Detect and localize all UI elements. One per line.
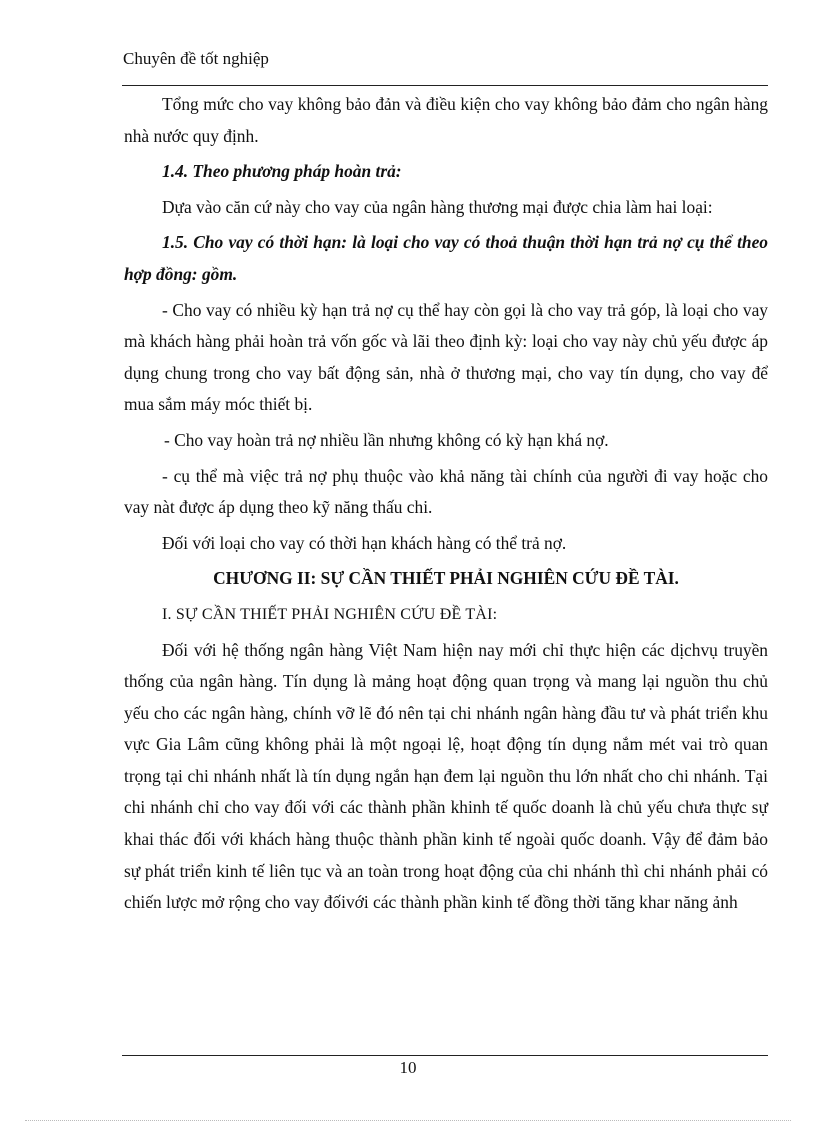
section-title: I. SỰ CẦN THIẾT PHẢI NGHIÊN CỨU ĐỀ TÀI:: [162, 605, 498, 623]
paragraph: - Cho vay hoàn trả nợ nhiều lần nhưng không có kỳ hạn khá nợ.: [164, 429, 609, 450]
section-heading-1-4: 1.4. Theo phương pháp hoàn trả:: [162, 161, 402, 182]
document-header: Chuyên đề tốt nghiệp: [123, 49, 269, 68]
paragraph: Dựa vào căn cứ này cho vay của ngân hàng thương mại được chia làm hai loại:: [162, 196, 713, 217]
paragraph: - Cho vay có nhiều kỳ hạn trả nợ cụ thể hay còn gọi là cho vay trả góp, là loại cho vay mà khách hàng phải hoàn trả vốn gốc và lãi theo định kỳ: loại cho vay này chủ yếu được áp dụng chung trong cho vay bất động sản, nhà ở thương mại, cho vay tín dụng, cho vay để mua sắm máy móc thiết bị.: [124, 299, 768, 415]
page-number: 10: [399, 1058, 417, 1077]
section-heading-1-5: 1.5. Cho vay có thời hạn: là loại cho vay có thoả thuận thời hạn trả nợ cụ thể theo hợp đồng: gồm.: [124, 232, 768, 284]
page-edge-divider: [25, 1120, 791, 1121]
header-divider: [122, 85, 768, 86]
paragraph: - cụ thể mà việc trả nợ phụ thuộc vào khả năng tài chính của người đi vay hoặc cho vay nàt được áp dụng theo kỹ năng thấu chi.: [124, 465, 768, 518]
paragraph: Đối với loại cho vay có thời hạn khách hàng có thể trả nợ.: [162, 532, 567, 553]
paragraph: Tổng mức cho vay không bảo đản và điều kiện cho vay không bảo đảm cho ngân hàng nhà nước quy định.: [124, 94, 768, 146]
document-body: [124, 89, 768, 919]
paragraph: Đối với hệ thống ngân hàng Việt Nam hiện nay mới chỉ thực hiện các dịchvụ truyền thống của ngân hàng. Tín dụng là mảng hoạt động quan trọng và mang lại nguồn thu chủ yếu cho các ngân hàng, chính vỡ lẽ đó nên tại chi nhánh ngân hàng đầu tư và phát triển khu vực Gia Lâm cũng không phải là một ngoại lệ, hoạt động tín dụng nắm mét vai trò quan trọng tại chi nhánh nhất là tín dụng ngắn hạn đem lại nguồn thu lớn nhất cho chi nhánh. Tại chi nhánh chỉ cho vay đối với các thành phần khinh tế quốc doanh là chủ yếu chưa thực sự khai thác đối với khách hàng thuộc thành phần kinh tế ngoài quốc doanh. Vậy để đảm bảo sự phát triển kinh tế liên tục và an toàn trong hoạt động của chi nhánh thì chi nhánh phải có chiến lược mở rộng cho vay đốivới các thành phần kinh tế đồng thời tăng khar năng ảnh: [124, 639, 768, 913]
footer-divider: [122, 1055, 768, 1056]
chapter-title: CHƯƠNG II: SỰ CẦN THIẾT PHẢI NGHIÊN CỨU ĐỀ TÀI.: [213, 568, 679, 589]
